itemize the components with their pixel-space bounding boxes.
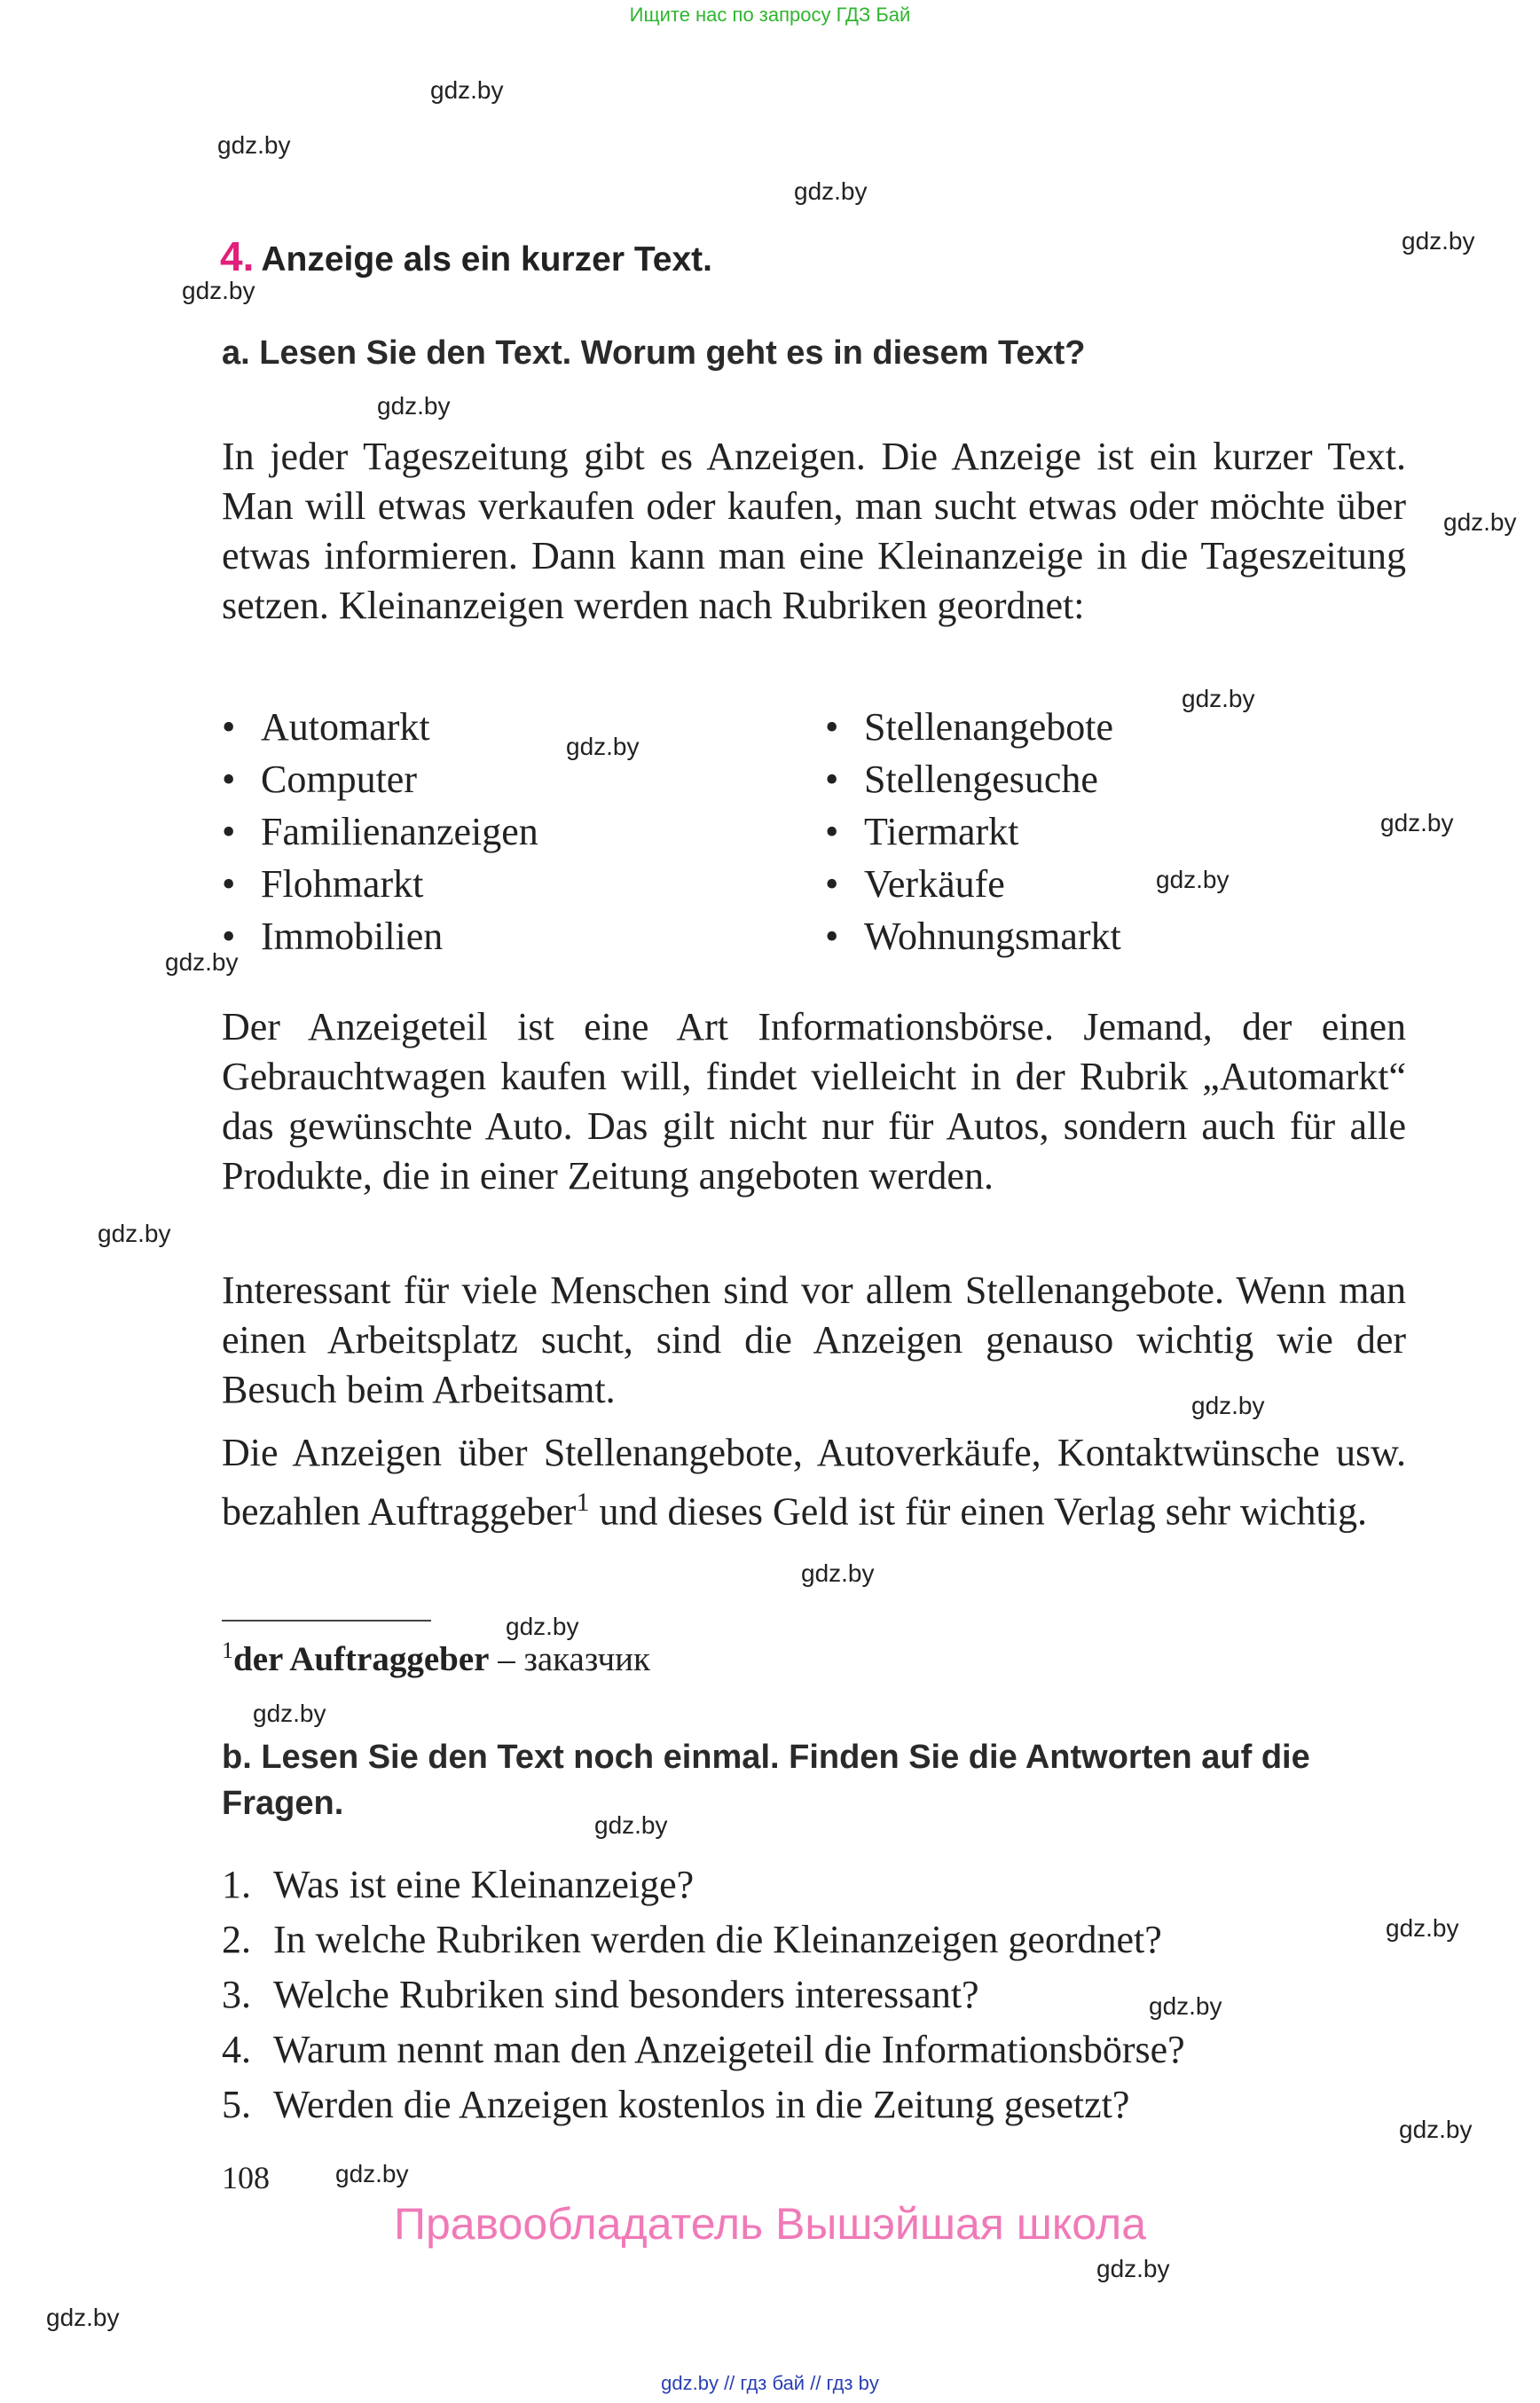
paragraph-text-end: und dieses Geld ist für einen Verlag sehr wichtig. [589, 1489, 1368, 1534]
list-item: • Automarkt [222, 701, 538, 753]
watermark: gdz.by [165, 948, 239, 976]
question-number: 3. [222, 1973, 251, 2016]
paragraph-auftraggeber [222, 1428, 1406, 1537]
question-number: 2. [222, 1918, 251, 1961]
rubric-list-right [825, 701, 1121, 962]
watermark: gdz.by [1399, 2116, 1473, 2143]
question-text: Werden die Anzeigen kostenlos in die Zeitung gesetzt? [273, 2083, 1130, 2126]
watermark: gdz.by [594, 1811, 668, 1839]
watermark: gdz.by [182, 277, 255, 304]
list-item: • Stellenangebote [825, 701, 1121, 753]
watermark: gdz.by [377, 392, 451, 420]
question-number: 4. [222, 2028, 251, 2071]
page-number: 108 [222, 2160, 270, 2195]
question-number: 5. [222, 2083, 251, 2126]
watermark: gdz.by [46, 2304, 120, 2331]
watermark: gdz.by [1149, 1992, 1222, 2020]
list-item: • Tiermarkt [825, 805, 1121, 858]
rubric-list-left [222, 701, 538, 962]
list-item [222, 2022, 1185, 2077]
list-item: • Flohmarkt [222, 858, 538, 910]
paragraph-stellenangebote: Interessant für viele Menschen sind vor allem Stellenangebote. Wenn man einen Arbeitsplatz sucht, sind die Anzeigen genauso wichtig wie der Besuch beim Arbeitsamt. [222, 1268, 1406, 1411]
watermark: gdz.by [1386, 1914, 1459, 1942]
task-b-title: b. Lesen Sie den Text noch einmal. Finden Sie die Antworten auf die Fragen. [222, 1739, 1310, 1822]
watermark: gdz.by [566, 733, 640, 760]
list-item: • Familienanzeigen [222, 805, 538, 858]
paragraph-text-start: Die Anzeigen über Stellenangebote, Autoverkäufe, Kontaktwünsche usw. bezahlen Auftraggeber [222, 1431, 1406, 1534]
watermark: gdz.by [506, 1613, 579, 1640]
paragraph-informationsboerse: Der Anzeigeteil ist eine Art Informationsbörse. Jemand, der einen Gebrauchtwagen kaufen will, findet vielleicht in der Rubrik „Automarkt“ das gewünschte Auto. Das gilt nicht nur für Autos, sondern auch für alle Produkte, die in einer Zeitung angeboten werden. [222, 1005, 1406, 1198]
footnote-marker: 1 [222, 1637, 233, 1663]
bottom-links[interactable]: gdz.by // гдз бай // гдз by [661, 2372, 879, 2394]
question-text: In welche Rubriken werden die Kleinanzeigen geordnet? [273, 1918, 1162, 1961]
watermark: gdz.by [1182, 685, 1255, 712]
watermark: gdz.by [1443, 508, 1517, 536]
watermark: gdz.by [1191, 1392, 1265, 1419]
exercise-number: 4. [220, 233, 255, 279]
list-item [222, 2077, 1185, 2132]
question-text: Was ist eine Kleinanzeige? [273, 1863, 695, 1906]
copyright-notice: Правообладатель Вышэйшая школа [394, 2199, 1146, 2249]
watermark: gdz.by [1402, 227, 1475, 255]
question-text: Warum nennt man den Anzeigeteil die Informationsbörse? [273, 2028, 1185, 2071]
watermark: gdz.by [335, 2160, 409, 2187]
question-text: Welche Rubriken sind besonders interessant? [273, 1973, 979, 2016]
watermark: gdz.by [253, 1700, 326, 1727]
watermark: gdz.by [1380, 809, 1454, 836]
intro-paragraph: In jeder Tageszeitung gibt es Anzeigen. Die Anzeige ist ein kurzer Text. Man will etwas verkaufen oder kaufen, man sucht etwas oder möchte über etwas informieren. Dann kann man eine Kleinanzeige in die Tageszeitung setzen. Kleinanzeigen werden nach Rubriken geordnet: [222, 435, 1406, 627]
watermark: gdz.by [98, 1220, 171, 1247]
watermark: gdz.by [801, 1559, 875, 1587]
list-item: • Computer [222, 753, 538, 805]
footnote-translation: – заказчик [489, 1640, 650, 1678]
watermark: gdz.by [1156, 866, 1230, 893]
list-item: • Stellengesuche [825, 753, 1121, 805]
question-number: 1. [222, 1863, 251, 1906]
list-item: • Verkäufe [825, 858, 1121, 910]
exercise-heading [220, 232, 712, 280]
watermark: gdz.by [794, 177, 868, 205]
footnote-term: der Auftraggeber [233, 1640, 490, 1678]
watermark: gdz.by [430, 76, 504, 104]
list-item: • Immobilien [222, 910, 538, 962]
top-banner: Ищите нас по запросу ГДЗ Бай [629, 4, 911, 26]
question-list [222, 1857, 1185, 2132]
list-item: • Wohnungsmarkt [825, 910, 1121, 962]
list-item [222, 1912, 1185, 1967]
task-a-title: a. Lesen Sie den Text. Worum geht es in diesem Text? [222, 334, 1086, 372]
watermark: gdz.by [1096, 2255, 1170, 2282]
list-item [222, 1967, 1185, 2022]
exercise-title: Anzeige als ein kurzer Text. [261, 240, 712, 279]
footnote-divider [222, 1620, 431, 1622]
list-item [222, 1857, 1185, 1912]
watermark: gdz.by [217, 131, 291, 159]
footnote [222, 1637, 650, 1679]
footnote-ref: 1 [576, 1488, 590, 1517]
